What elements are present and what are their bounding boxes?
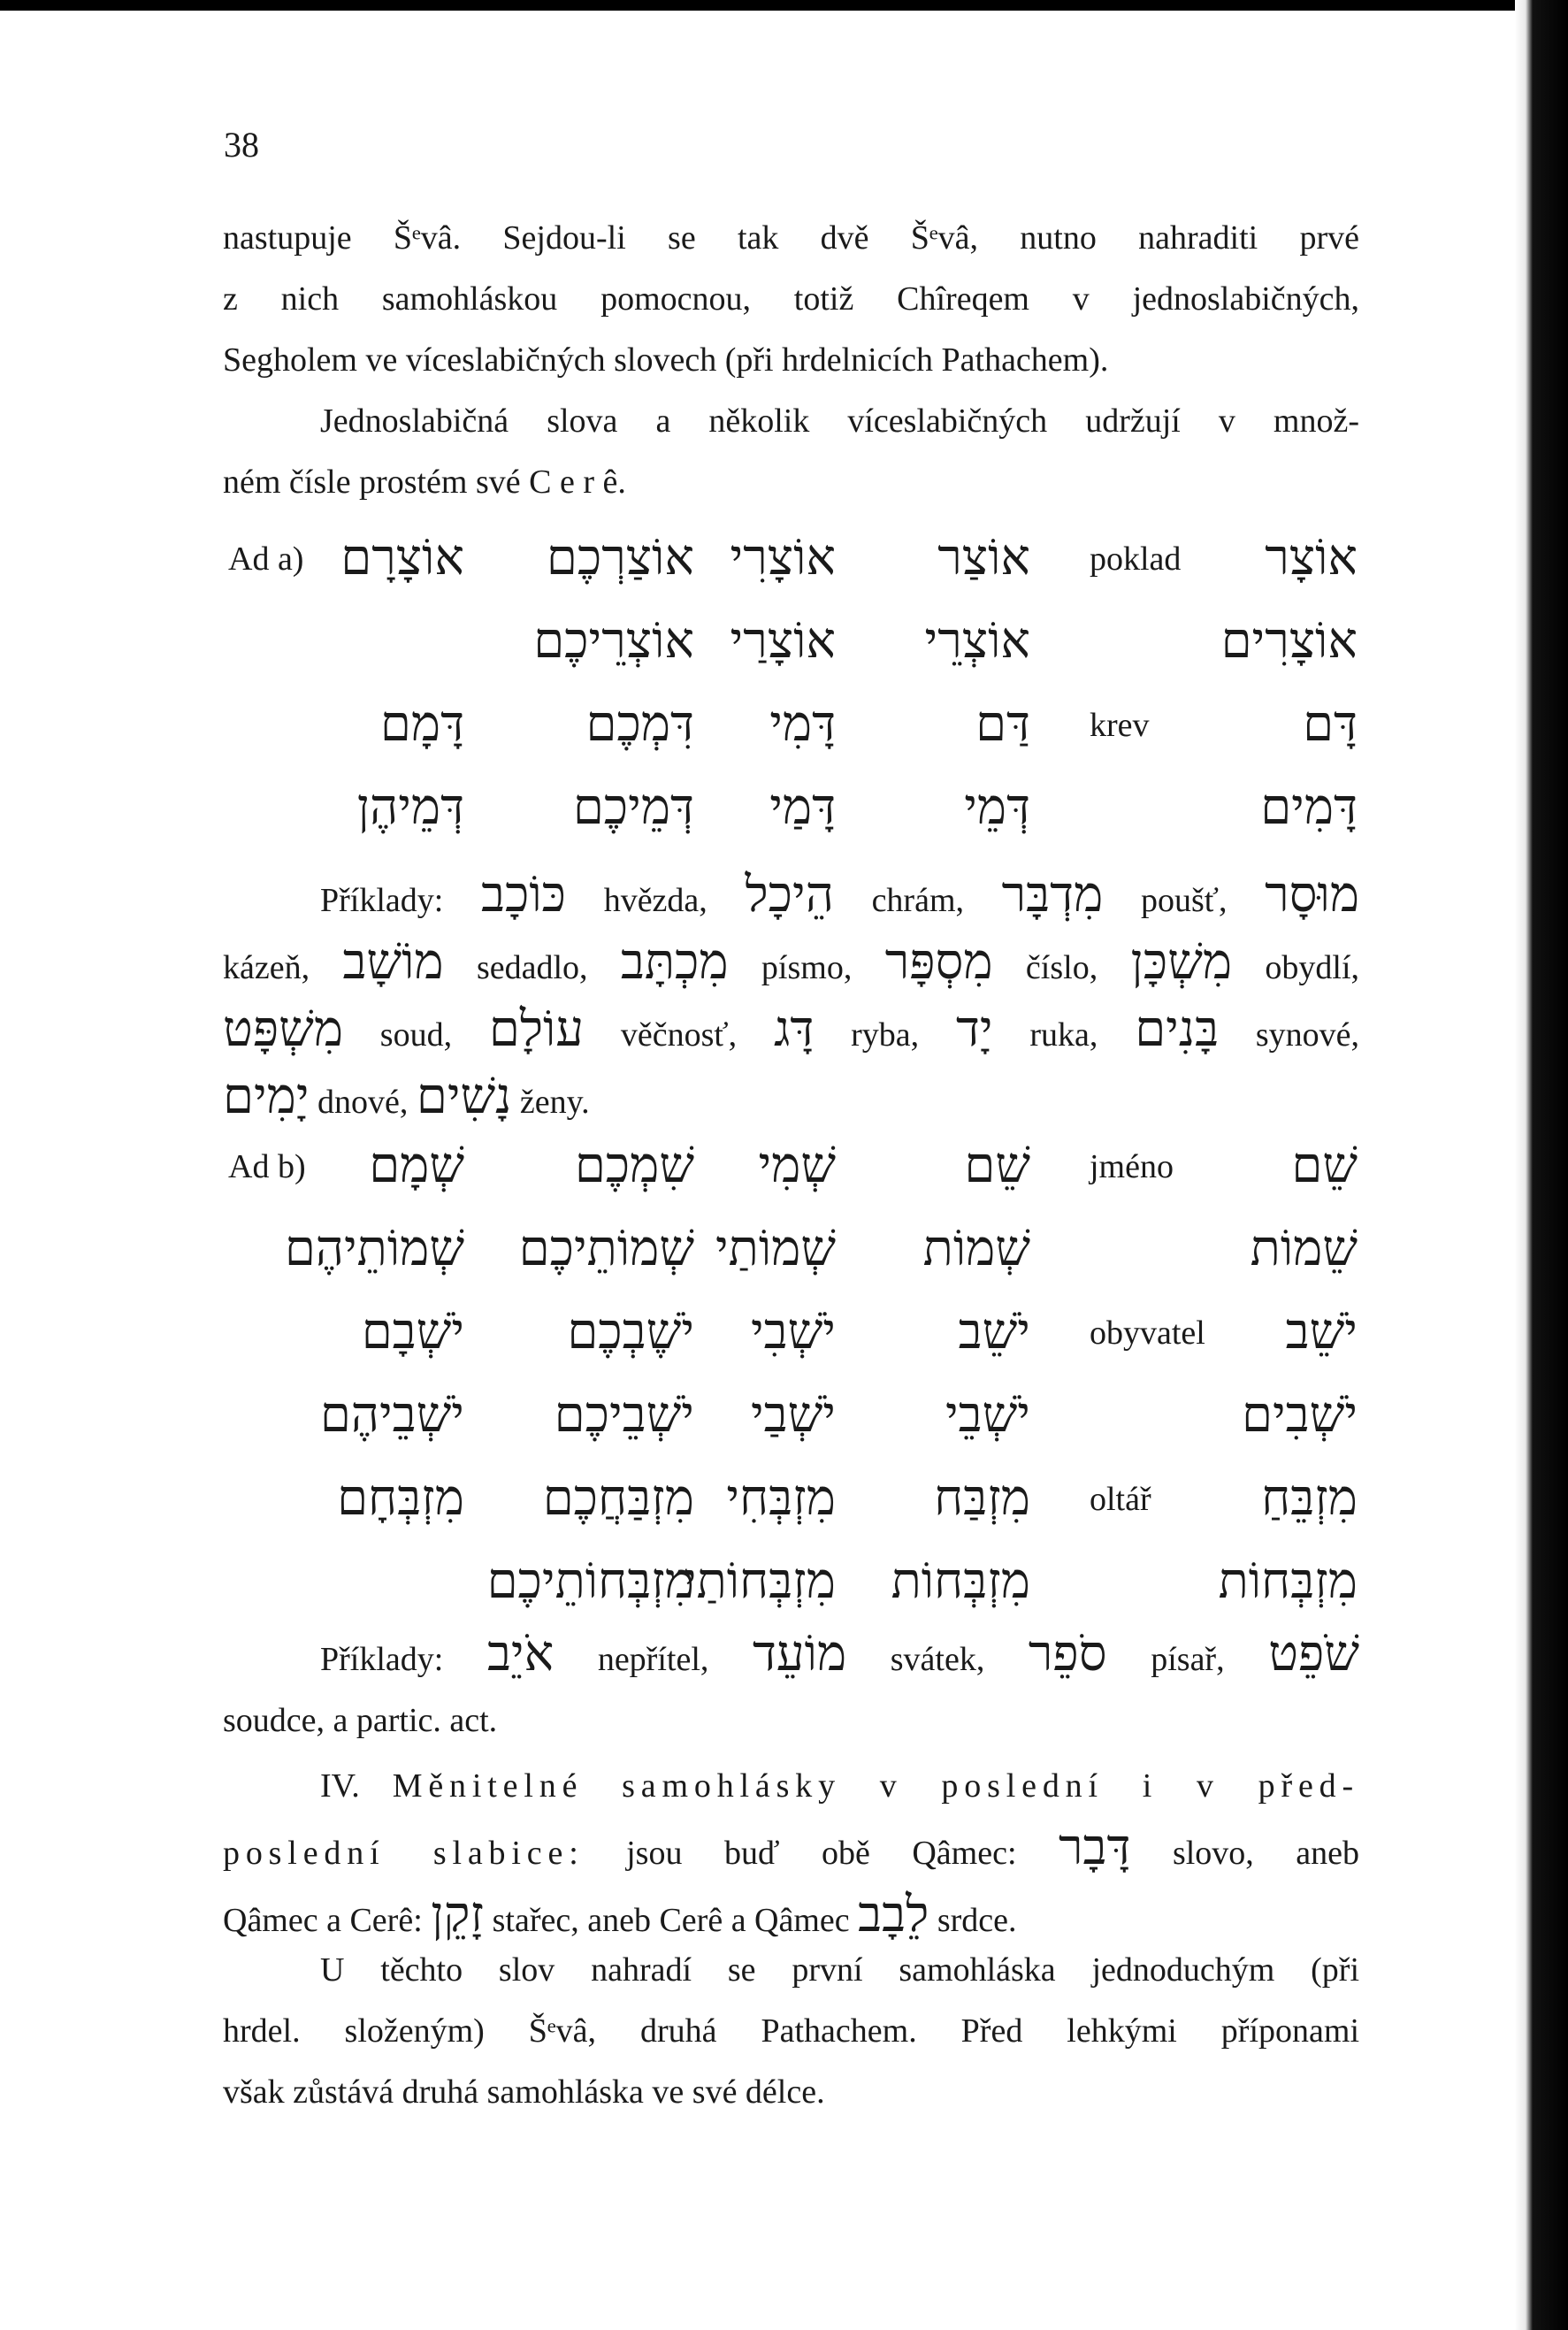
hebrew-form: יֹשְׁבָם (361, 1303, 464, 1360)
hebrew-form: יֹשֵׁב (958, 1303, 1030, 1360)
text-line: Jednoslabičná slova a několik víceslabičných udržují v množ- (320, 402, 1359, 440)
hebrew-form: מִזְבְּחִי (726, 1469, 836, 1527)
line-text: stařec, aneb Cerê a Qâmec (484, 1902, 859, 1939)
line-text: chrám, (833, 882, 1002, 919)
text-line: však zůstává druhá samohláska ve své délce. (223, 2073, 825, 2111)
spaced-heading: Měnitelné samohlásky v poslední i v před- (392, 1767, 1359, 1805)
hebrew-form: יֹשְׁבִים (1242, 1386, 1358, 1444)
hebrew-word: אֹיֵב (486, 1625, 555, 1682)
line-text: srdce. (929, 1902, 1017, 1939)
hebrew-word: בָּנִים (1135, 1000, 1220, 1058)
table-label: Ad a) (228, 540, 304, 578)
line-text: ruka, (992, 1016, 1136, 1054)
text-line (223, 1066, 1359, 1133)
final-paragraph (223, 1940, 1359, 2123)
hebrew-word: דָּג (773, 1000, 815, 1058)
page-number: 38 (224, 125, 259, 165)
hebrew-word: מִסְפָּר (884, 933, 993, 991)
hebrew-form: יֹשְׁבֵי (945, 1386, 1030, 1444)
hebrew-form: מִזְבְּחוֹתֵיכֶם (486, 1552, 694, 1610)
line-text: písař, (1106, 1641, 1269, 1678)
hebrew-form: יֹשְׁבֵיכֶם (554, 1386, 694, 1444)
line-text: kázeň, (223, 949, 343, 986)
hebrew-word: סֹפֵר (1028, 1625, 1107, 1682)
hebrew-word: דָּבָר (1059, 1819, 1131, 1876)
examples-a (223, 864, 1359, 1133)
scan-right-edge (1515, 0, 1568, 2330)
hebrew-word: מִכְתָּב (620, 933, 729, 991)
line-text: jsou buď obě Qâmec: (584, 1835, 1059, 1872)
hebrew-form: דְּמֵיהֶן (356, 778, 464, 836)
hebrew-form: אוֹצְרֵי (924, 612, 1030, 670)
line-text: hvězda, (566, 882, 746, 919)
text-line: z nich samohláskou pomocnou, totiž Chîreqem v jednoslabičných, (223, 280, 1359, 318)
hebrew-form: דְּמֵיכֶם (572, 778, 694, 836)
hebrew-form: דָּמַי (769, 778, 836, 836)
hebrew-word: כּוֹכָב (480, 866, 567, 924)
line-text: číslo, (992, 949, 1131, 986)
line-text: sedadlo, (443, 949, 621, 986)
text-line: hrdel. složeným) Šᵉvâ, druhá Pathachem. Před lehkými příponami (223, 2012, 1359, 2050)
hebrew-word: שֹׁפֵט (1268, 1625, 1360, 1682)
gloss-word: jméno (1090, 1148, 1174, 1185)
hebrew-form: אוֹצָרִים (1220, 612, 1358, 670)
hebrew-word: מוּסָר (1265, 866, 1360, 924)
hebrew-form: דָּמִים (1260, 778, 1358, 836)
hebrew-form: יֹשְׁבַי (750, 1386, 836, 1444)
hebrew-form: אוֹצַר (937, 529, 1030, 586)
hebrew-form: אוֹצְרֵיכֶם (533, 612, 694, 670)
hebrew-form: אוֹצָרַי (730, 612, 836, 670)
section-iv (223, 1756, 1359, 1951)
line-text: obydlí, (1232, 949, 1359, 986)
hebrew-word: יָד (955, 1000, 993, 1058)
hebrew-word: הֵיכָל (745, 866, 834, 924)
hebrew-word: מוֹשָׁב (342, 933, 444, 991)
hebrew-form: שְׁמוֹתֵיהֶם (284, 1220, 464, 1277)
line-text: ženy. (511, 1084, 590, 1121)
hebrew-word: עוֹלָם (488, 1000, 585, 1058)
hebrew-word: לֵבָב (858, 1886, 929, 1943)
line-text: IV. (320, 1767, 393, 1805)
text-line (223, 864, 1359, 931)
hebrew-form: שְׁמוֹתֵיכֶם (518, 1220, 694, 1277)
hebrew-word: יָמִים (223, 1068, 310, 1125)
hebrew-form: יֹשֶׁבְכֶם (567, 1303, 694, 1360)
line-text: poušť, (1103, 882, 1266, 919)
line-text: Příklady: (320, 1641, 487, 1678)
hebrew-form: יֹשְׁבֵיהֶם (319, 1386, 464, 1444)
hebrew-form: מִזְבְּחוֹת (891, 1552, 1030, 1610)
text-line (223, 999, 1359, 1066)
hebrew-form: דִּמְכֶם (585, 695, 694, 753)
line-text: Příklady: (320, 882, 481, 919)
hebrew-form: דָּם (1303, 695, 1358, 753)
hebrew-form: אוֹצָרָם (340, 529, 464, 586)
hebrew-form: דָּמָם (379, 695, 464, 753)
text-line (223, 1756, 1359, 1817)
text-line (223, 931, 1359, 999)
line-text: nepřítel, (554, 1641, 753, 1678)
hebrew-form: מִזְבְּחוֹת (1218, 1552, 1358, 1610)
line-text: slovo, aneb (1130, 1835, 1360, 1872)
hebrew-form: אוֹצַרְכֶם (546, 529, 694, 586)
text-line: U těchto slov nahradí se první samohláska jednoduchým (při (320, 1951, 1359, 1989)
gloss-word: krev (1090, 707, 1150, 744)
text-line (223, 1690, 1359, 1751)
line-text: věčnosť, (584, 1016, 774, 1054)
line-text: ryba, (814, 1016, 956, 1054)
hebrew-form: שְׁמוֹת (922, 1220, 1030, 1277)
hebrew-form: אוֹצָרִי (730, 529, 836, 586)
examples-b (223, 1623, 1359, 1751)
hebrew-form: דְּמֵי (964, 778, 1030, 836)
text-line (223, 1817, 1359, 1884)
hebrew-word: נָשִׁים (416, 1068, 512, 1125)
scan-top-edge (0, 0, 1568, 11)
text-line: ném čísle prostém své C e r ê. (223, 464, 626, 501)
line-text: Qâmec a Cerê: (223, 1902, 432, 1939)
hebrew-form: מִזְבְּחָם (337, 1469, 464, 1527)
text-line: Segholem ve víceslabičných slovech (při hrdelnicích Pathachem). (223, 341, 1109, 379)
hebrew-word: זָקֵן (431, 1886, 485, 1943)
hebrew-form: שֵׁמוֹת (1250, 1220, 1358, 1277)
gloss-word: poklad (1090, 540, 1182, 578)
text-line: nastupuje Šᵉvâ. Sejdou-li se tak dvě Šᵉvâ, nutno nahraditi prvé (223, 219, 1359, 257)
hebrew-form: שְׁמוֹתַי (715, 1220, 836, 1277)
line-text: synové, (1219, 1016, 1360, 1054)
hebrew-form: שֵׁם (964, 1137, 1030, 1194)
hebrew-form: מִזְבַּח (934, 1469, 1030, 1527)
spaced-heading: poslední slabice: (223, 1835, 585, 1872)
gloss-word: obyvatel (1090, 1314, 1205, 1352)
gloss-word: oltář (1090, 1481, 1151, 1518)
intro-paragraph (223, 208, 1359, 391)
hebrew-form: מִזְבְּחוֹתַי (683, 1552, 836, 1610)
hebrew-form: יֹשְׁבִי (750, 1303, 836, 1360)
hebrew-form: דָּמִי (769, 695, 836, 753)
hebrew-form: יֹשֵׁב (1285, 1303, 1358, 1360)
intro2-paragraph (223, 391, 1359, 513)
hebrew-form: דַּם (975, 695, 1030, 753)
table-label: Ad b) (228, 1148, 306, 1185)
hebrew-form: מִזְבֵּחַ (1261, 1469, 1358, 1527)
hebrew-word: מִשְׁפָּט (223, 1000, 344, 1058)
line-text: soud, (343, 1016, 489, 1054)
hebrew-word: מִשְׁכָּן (1130, 933, 1233, 991)
text-line (223, 1623, 1359, 1690)
line-text: dnové, (309, 1084, 417, 1121)
hebrew-word: מִדְבָּר (1001, 866, 1104, 924)
hebrew-form: שִׁמְכֶם (574, 1137, 694, 1194)
hebrew-form: מִזְבַּחֲכֶם (542, 1469, 694, 1527)
hebrew-word: מוֹעֵד (752, 1625, 847, 1682)
hebrew-form: שְׁמִי (758, 1137, 836, 1194)
line-text: soudce, a partic. act. (223, 1702, 498, 1739)
line-text: písmo, (728, 949, 885, 986)
hebrew-form: שְׁמָם (369, 1137, 464, 1194)
hebrew-form: שֵׁם (1291, 1137, 1358, 1194)
line-text: svátek, (846, 1641, 1029, 1678)
hebrew-form: אוֹצָר (1265, 529, 1358, 586)
